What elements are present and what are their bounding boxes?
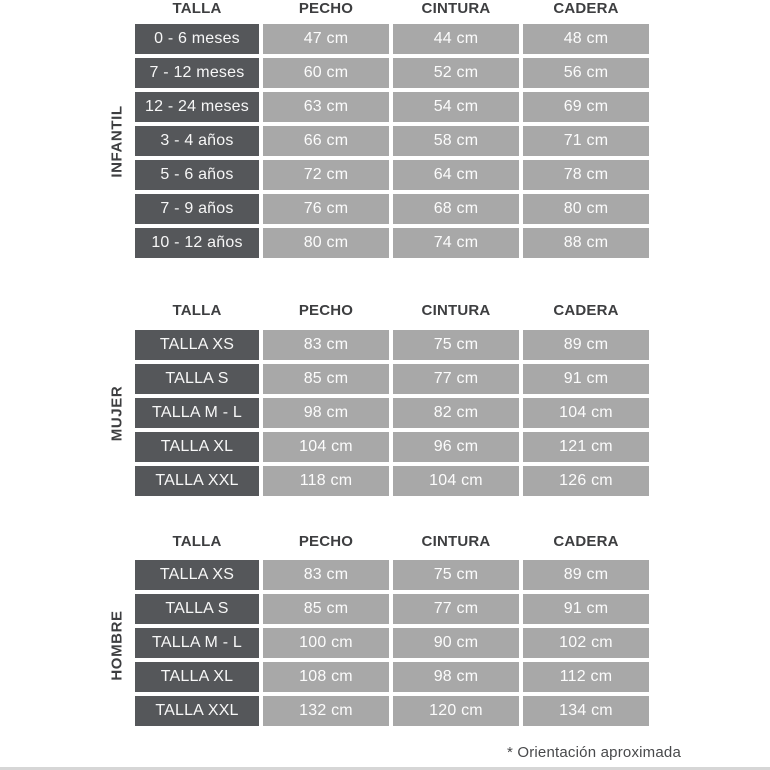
size-cell: 7 - 9 años — [135, 194, 259, 224]
size-cell: TALLA XS — [135, 330, 259, 360]
cintura-cell: 90 cm — [393, 628, 519, 658]
cadera-cell: 48 cm — [523, 24, 649, 54]
pecho-cell: 63 cm — [263, 92, 389, 122]
size-cell: TALLA S — [135, 364, 259, 394]
vertical-label: MUJER — [108, 385, 126, 441]
cadera-cell: 89 cm — [523, 560, 649, 590]
cintura-cell: 58 cm — [393, 126, 519, 156]
cintura-cell: 82 cm — [393, 398, 519, 428]
column-header-cadera: CADERA — [553, 533, 619, 550]
pecho-cell: 76 cm — [263, 194, 389, 224]
pecho-cell: 100 cm — [263, 628, 389, 658]
size-cell: 0 - 6 meses — [135, 24, 259, 54]
cadera-cell: 56 cm — [523, 58, 649, 88]
column-header-pecho: PECHO — [298, 302, 354, 319]
column-header-pecho: PECHO — [298, 533, 354, 550]
size-cell: TALLA XL — [135, 662, 259, 692]
column-header-row — [135, 534, 649, 550]
size-cell: 5 - 6 años — [135, 160, 259, 190]
pecho-cell: 47 cm — [263, 24, 389, 54]
pecho-cell: 85 cm — [263, 364, 389, 394]
size-table-infantil — [135, 1, 649, 258]
size-cell: TALLA M - L — [135, 628, 259, 658]
pecho-cell: 104 cm — [263, 432, 389, 462]
cadera-cell: 134 cm — [523, 696, 649, 726]
size-cell: 7 - 12 meses — [135, 58, 259, 88]
cintura-cell: 104 cm — [393, 466, 519, 496]
data-grid — [135, 24, 649, 258]
cadera-cell: 112 cm — [523, 662, 649, 692]
cadera-cell: 69 cm — [523, 92, 649, 122]
cadera-cell: 89 cm — [523, 330, 649, 360]
pecho-cell: 83 cm — [263, 560, 389, 590]
cadera-cell: 91 cm — [523, 364, 649, 394]
pecho-cell: 98 cm — [263, 398, 389, 428]
size-cell: 10 - 12 años — [135, 228, 259, 258]
cadera-cell: 78 cm — [523, 160, 649, 190]
cadera-cell: 71 cm — [523, 126, 649, 156]
pecho-cell: 118 cm — [263, 466, 389, 496]
cintura-cell: 54 cm — [393, 92, 519, 122]
data-grid — [135, 560, 649, 726]
size-cell: TALLA XL — [135, 432, 259, 462]
pecho-cell: 66 cm — [263, 126, 389, 156]
cadera-cell: 102 cm — [523, 628, 649, 658]
pecho-cell: 108 cm — [263, 662, 389, 692]
column-header-cadera: CADERA — [553, 0, 619, 17]
section-label-mujer — [97, 330, 137, 496]
cadera-cell: 126 cm — [523, 466, 649, 496]
pecho-cell: 60 cm — [263, 58, 389, 88]
cintura-cell: 120 cm — [393, 696, 519, 726]
column-header-cintura: CINTURA — [421, 302, 491, 319]
pecho-cell: 80 cm — [263, 228, 389, 258]
cadera-cell: 88 cm — [523, 228, 649, 258]
cadera-cell: 91 cm — [523, 594, 649, 624]
data-grid — [135, 330, 649, 496]
cadera-cell: 80 cm — [523, 194, 649, 224]
size-cell: TALLA XXL — [135, 696, 259, 726]
size-cell: TALLA S — [135, 594, 259, 624]
size-table-mujer — [135, 303, 649, 496]
column-header-talla: TALLA — [172, 533, 222, 550]
cintura-cell: 64 cm — [393, 160, 519, 190]
size-cell: TALLA XS — [135, 560, 259, 590]
section-label-hombre — [97, 560, 137, 730]
section-label-infantil — [97, 24, 137, 258]
cintura-cell: 96 cm — [393, 432, 519, 462]
cintura-cell: 68 cm — [393, 194, 519, 224]
pecho-cell: 85 cm — [263, 594, 389, 624]
pecho-cell: 83 cm — [263, 330, 389, 360]
column-header-row — [135, 303, 649, 319]
size-cell: TALLA M - L — [135, 398, 259, 428]
cadera-cell: 121 cm — [523, 432, 649, 462]
cadera-cell: 104 cm — [523, 398, 649, 428]
cintura-cell: 52 cm — [393, 58, 519, 88]
cintura-cell: 44 cm — [393, 24, 519, 54]
column-header-talla: TALLA — [172, 302, 222, 319]
size-table-hombre — [135, 534, 649, 726]
column-header-cintura: CINTURA — [421, 533, 491, 550]
column-header-cadera: CADERA — [553, 302, 619, 319]
cintura-cell: 77 cm — [393, 364, 519, 394]
pecho-cell: 72 cm — [263, 160, 389, 190]
cintura-cell: 98 cm — [393, 662, 519, 692]
cintura-cell: 77 cm — [393, 594, 519, 624]
cintura-cell: 75 cm — [393, 560, 519, 590]
size-cell: TALLA XXL — [135, 466, 259, 496]
column-header-row — [135, 1, 649, 17]
column-header-cintura: CINTURA — [421, 0, 491, 17]
vertical-label: HOMBRE — [108, 609, 126, 681]
vertical-label: INFANTIL — [108, 104, 126, 178]
column-header-pecho: PECHO — [298, 0, 354, 17]
cintura-cell: 74 cm — [393, 228, 519, 258]
approximate-orientation-footnote: * Orientación aproximada — [506, 744, 681, 761]
column-header-talla: TALLA — [172, 0, 222, 17]
cintura-cell: 75 cm — [393, 330, 519, 360]
size-cell: 3 - 4 años — [135, 126, 259, 156]
size-cell: 12 - 24 meses — [135, 92, 259, 122]
pecho-cell: 132 cm — [263, 696, 389, 726]
